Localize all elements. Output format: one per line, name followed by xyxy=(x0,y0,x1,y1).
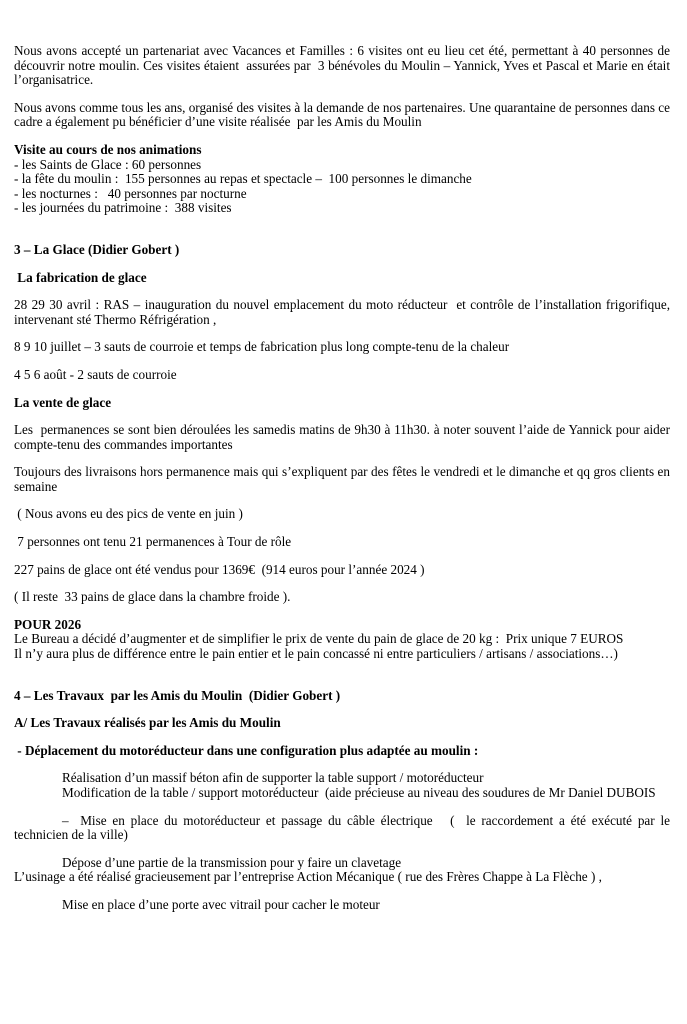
heading-deplacement-motoreducteur: - Déplacement du motoréducteur dans une configuration plus adaptée au moulin : xyxy=(14,742,479,758)
paragraph-mise-en-place-motoreducteur: – Mise en place du motoréducteur et passage du câble électrique ( le raccordement a été exécuté par le technicien de la ville) xyxy=(14,812,674,843)
paragraph-juillet: 8 9 10 juillet – 3 sauts de courroie et temps de fabrication plus long compte-tenu de la chaleur xyxy=(14,339,510,355)
heading-travaux-realises: A/ Les Travaux réalisés par les Amis du Moulin xyxy=(14,715,281,731)
paragraph-prix-unique: Le Bureau a décidé d’augmenter et de simplifier le prix de vente du pain de glace de 20 kg : Prix unique 7 EUROS xyxy=(14,631,624,647)
paragraph-permanences-tour-de-role: 7 personnes ont tenu 21 permanences à Tour de rôle xyxy=(14,534,292,550)
heading-vente-glace: La vente de glace xyxy=(14,394,112,410)
heading-travaux: 4 – Les Travaux par les Amis du Moulin (Didier Gobert ) xyxy=(14,687,341,703)
line-modification-table: Modification de la table / support motoréducteur (aide précieuse au niveau des soudures de Mr Daniel DUBOIS xyxy=(62,785,656,800)
line-porte-vitrail: Mise en place d’une porte avec vitrail pour cacher le moteur xyxy=(62,896,380,912)
heading-visites-animations: Visite au cours de nos animations xyxy=(14,141,202,157)
paragraph-aout: 4 5 6 août - 2 sauts de courroie xyxy=(14,366,177,382)
paragraph-visites-partenaires: Nous avons comme tous les ans, organisé des visites à la demande de nos partenaires. Une quarantaine de personnes dans ce cadre a également pu bénéficier d’une visite réalisée par les Amis du Moulin xyxy=(14,99,674,130)
paragraph-vacances-familles: Nous avons accepté un partenariat avec Vacances et Familles : 6 visites ont eu lieu cet été, permettant à 40 personnes de découvrir notre moulin. Ces visites étaient assurées par 3 bénévoles du Moulin – Yannick, Yves et Pascal et Marie en était l’organisatrice. xyxy=(14,43,674,88)
line-usinage: L’usinage a été réalisé gracieusement par l’entreprise Action Mécanique ( rue des Frères Chappe à La Flèche ) , xyxy=(14,869,602,885)
list-item-fete-du-moulin: - la fête du moulin : 155 personnes au repas et spectacle – 100 personnes le dimanche xyxy=(14,171,472,187)
paragraph-livraisons: Toujours des livraisons hors permanence mais qui s’expliquent par des fêtes le vendredi et le dimanche et qq gros clients en semaine xyxy=(14,464,674,494)
list-item-nocturnes: - les nocturnes : 40 personnes par nocturne xyxy=(14,185,247,201)
line-depose-transmission: Dépose d’une partie de la transmission pour y faire un clavetage xyxy=(62,854,402,870)
line-realisation-massif-beton: Réalisation d’un massif béton afin de supporter la table support / motoréducteur xyxy=(62,770,484,786)
heading-fabrication-glace: La fabrication de glace xyxy=(14,269,147,285)
paragraph-pas-de-difference: Il n’y aura plus de différence entre le pain entier et le pain concassé ni entre particuliers / artisans / associations…) xyxy=(14,646,618,662)
paragraph-reste-pains: ( Il reste 33 pains de glace dans la chambre froide ). xyxy=(14,589,291,605)
list-item-journees-patrimoine: - les journées du patrimoine : 388 visites xyxy=(14,200,232,216)
paragraph-avril: 28 29 30 avril : RAS – inauguration du nouvel emplacement du moto réducteur et contrôle de l’installation frigorifique, intervenant sté Thermo Réfrigération , xyxy=(14,297,674,327)
paragraph-permanences: Les permanences se sont bien déroulées les samedis matins de 9h30 à 11h30. à noter souvent l’aide de Yannick pour aider compte-tenu des commandes importantes xyxy=(14,422,674,452)
heading-pour-2026: POUR 2026 xyxy=(14,616,82,632)
paragraph-pains-vendus: 227 pains de glace ont été vendus pour 1369€ (914 euros pour l’année 2024 ) xyxy=(14,561,425,577)
paragraph-pics-vente: ( Nous avons eu des pics de vente en juin ) xyxy=(14,506,243,522)
heading-la-glace: 3 – La Glace (Didier Gobert ) xyxy=(14,241,180,257)
list-item-saints-de-glace: - les Saints de Glace : 60 personnes xyxy=(14,156,202,172)
